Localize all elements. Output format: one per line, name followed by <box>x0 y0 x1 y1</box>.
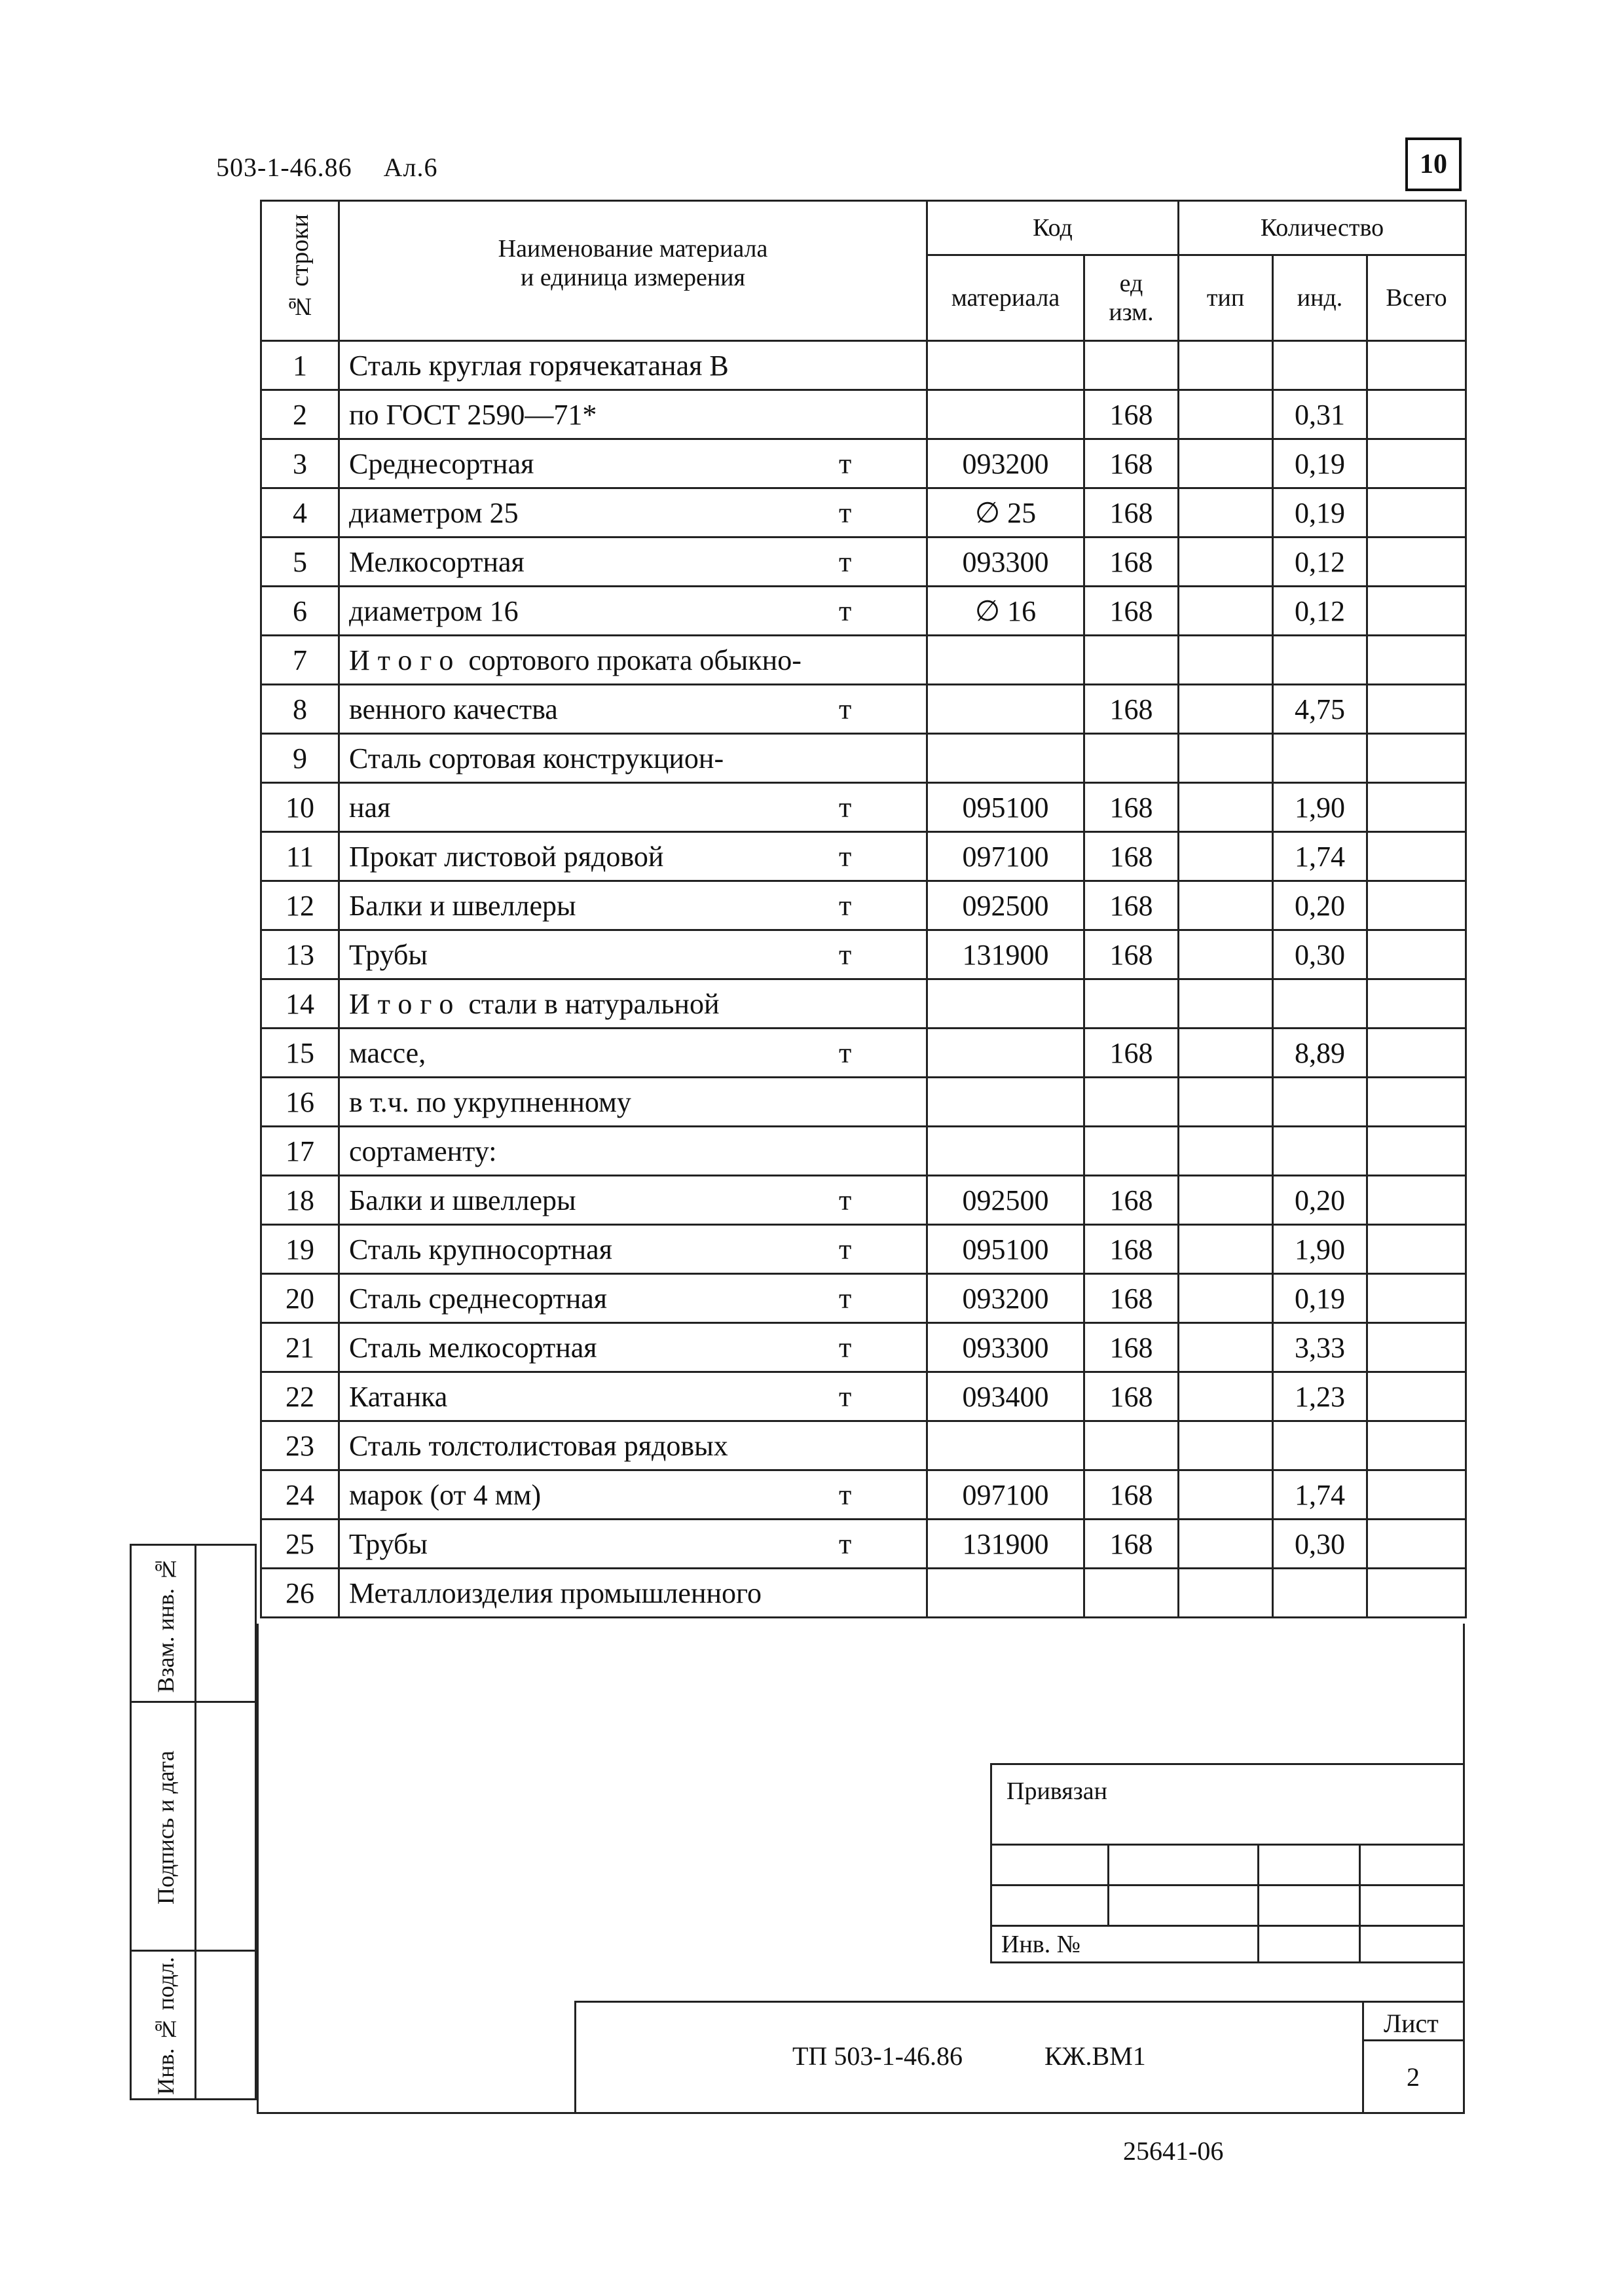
quantity-total <box>1367 1127 1466 1176</box>
row-number: 7 <box>261 636 339 685</box>
unit-code: 168 <box>1084 881 1179 930</box>
material-name-text: Сталь среднесортная <box>349 1282 608 1315</box>
quantity-type <box>1179 1520 1273 1569</box>
quantity-ind: 0,31 <box>1273 390 1367 439</box>
material-name-text: по ГОСТ 2590—71* <box>349 398 597 431</box>
quantity-total <box>1367 930 1466 979</box>
material-name-text: марок (от 4 мм) <box>349 1478 542 1511</box>
material-code: 095100 <box>927 1225 1084 1274</box>
material-name <box>339 341 927 390</box>
material-code <box>927 734 1084 783</box>
quantity-total <box>1367 734 1466 783</box>
material-code <box>927 979 1084 1029</box>
material-code: 092500 <box>927 1176 1084 1225</box>
row-number: 17 <box>261 1127 339 1176</box>
unit-code: 168 <box>1084 783 1179 832</box>
quantity-ind <box>1273 1421 1367 1470</box>
row-number: 9 <box>261 734 339 783</box>
material-code <box>927 1029 1084 1078</box>
material-code: 093200 <box>927 1274 1084 1323</box>
table-row <box>261 1176 1466 1225</box>
row-number: 14 <box>261 979 339 1029</box>
row-number: 8 <box>261 685 339 734</box>
material-code: ∅ 25 <box>927 488 1084 538</box>
table-row <box>261 1274 1466 1323</box>
quantity-ind: 8,89 <box>1273 1029 1367 1078</box>
album-label: Ал.6 <box>383 153 438 182</box>
row-number: 10 <box>261 783 339 832</box>
quantity-ind: 0,30 <box>1273 1520 1367 1569</box>
material-code <box>927 1078 1084 1127</box>
quantity-total <box>1367 488 1466 538</box>
quantity-total <box>1367 1372 1466 1421</box>
material-code <box>927 1569 1084 1618</box>
material-name-text: Металлоизделия промышленного <box>349 1576 762 1609</box>
row-number: 18 <box>261 1176 339 1225</box>
unit-code <box>1084 341 1179 390</box>
unit-code: 168 <box>1084 1274 1179 1323</box>
quantity-total <box>1367 390 1466 439</box>
material-code <box>927 1421 1084 1470</box>
measure-unit: т <box>839 594 852 627</box>
header-unit: ед изм. <box>1084 255 1179 341</box>
material-name <box>339 930 927 979</box>
material-name-text: стали в натуральной <box>461 987 720 1020</box>
material-code: 093400 <box>927 1372 1084 1421</box>
material-name <box>339 1274 927 1323</box>
quantity-ind: 3,33 <box>1273 1323 1367 1372</box>
material-code: 131900 <box>927 1520 1084 1569</box>
unit-code <box>1084 734 1179 783</box>
total-prefix: Итого <box>349 644 462 676</box>
table-row <box>261 685 1466 734</box>
side-approval-stamp <box>130 1544 257 2100</box>
material-name-text: сортового проката обыкно- <box>461 644 802 676</box>
unit-code: 168 <box>1084 1176 1179 1225</box>
material-name <box>339 1421 927 1470</box>
sheet-number: 2 <box>1407 2062 1420 2092</box>
unit-code: 168 <box>1084 587 1179 636</box>
quantity-total <box>1367 1520 1466 1569</box>
unit-code <box>1084 1421 1179 1470</box>
material-name-text: массе, <box>349 1036 426 1069</box>
quantity-type <box>1179 783 1273 832</box>
table-row <box>261 439 1466 488</box>
unit-code: 168 <box>1084 1225 1179 1274</box>
material-code <box>927 390 1084 439</box>
header-total: Всего <box>1367 255 1466 341</box>
quantity-total <box>1367 1176 1466 1225</box>
material-name-text: Сталь круглая горячекатаная В <box>349 349 729 382</box>
unit-code: 168 <box>1084 1029 1179 1078</box>
quantity-type <box>1179 1569 1273 1618</box>
unit-code <box>1084 1569 1179 1618</box>
measure-unit: т <box>839 840 852 873</box>
bound-label: Привязан <box>1006 1777 1107 1805</box>
material-name <box>339 685 927 734</box>
unit-code: 168 <box>1084 1520 1179 1569</box>
material-name <box>339 1176 927 1225</box>
table-row <box>261 1029 1466 1078</box>
material-name <box>339 1029 927 1078</box>
quantity-total <box>1367 1274 1466 1323</box>
material-code: 097100 <box>927 832 1084 881</box>
signature-date-label: Подпись и дата <box>153 1750 179 1904</box>
unit-code <box>1084 979 1179 1029</box>
quantity-total <box>1367 636 1466 685</box>
table-row <box>261 1520 1466 1569</box>
row-number: 2 <box>261 390 339 439</box>
material-name-text: Сталь крупносортная <box>349 1233 612 1266</box>
material-name <box>339 390 927 439</box>
unit-code <box>1084 1078 1179 1127</box>
quantity-type <box>1179 1225 1273 1274</box>
quantity-ind <box>1273 636 1367 685</box>
quantity-ind: 0,12 <box>1273 538 1367 587</box>
material-name <box>339 783 927 832</box>
material-name-text: Балки и швеллеры <box>349 1184 576 1216</box>
table-row <box>261 930 1466 979</box>
material-name-text: Трубы <box>349 1527 428 1560</box>
unit-code: 168 <box>1084 930 1179 979</box>
quantity-total <box>1367 1470 1466 1520</box>
unit-code: 168 <box>1084 439 1179 488</box>
header-ind: инд. <box>1273 255 1367 341</box>
quantity-type <box>1179 390 1273 439</box>
drawing-code: КЖ.ВМ1 <box>1044 2041 1146 2071</box>
quantity-type <box>1179 341 1273 390</box>
material-code: 093300 <box>927 1323 1084 1372</box>
measure-unit: т <box>839 693 852 725</box>
sheet-label: Лист <box>1384 2009 1439 2038</box>
table-row <box>261 881 1466 930</box>
unit-code: 168 <box>1084 538 1179 587</box>
table-row <box>261 1323 1466 1372</box>
row-number: 16 <box>261 1078 339 1127</box>
material-name-text: сортаменту: <box>349 1135 497 1167</box>
row-number: 1 <box>261 341 339 390</box>
row-number: 3 <box>261 439 339 488</box>
measure-unit: т <box>839 1233 852 1266</box>
quantity-ind: 1,74 <box>1273 832 1367 881</box>
material-name-text: Сталь толстолистовая рядовых <box>349 1429 728 1462</box>
quantity-type <box>1179 488 1273 538</box>
table-row <box>261 538 1466 587</box>
quantity-type <box>1179 1323 1273 1372</box>
table-row <box>261 1372 1466 1421</box>
quantity-type <box>1179 1029 1273 1078</box>
quantity-total <box>1367 341 1466 390</box>
material-code <box>927 1127 1084 1176</box>
row-number: 20 <box>261 1274 339 1323</box>
material-name-text: Прокат листовой рядовой <box>349 840 664 873</box>
table-row <box>261 341 1466 390</box>
material-code: 095100 <box>927 783 1084 832</box>
material-name <box>339 1470 927 1520</box>
table-row <box>261 390 1466 439</box>
table-row <box>261 488 1466 538</box>
measure-unit: т <box>839 1331 852 1364</box>
material-name-text: Мелкосортная <box>349 545 525 578</box>
archive-number: 25641-06 <box>1123 2136 1224 2166</box>
table-row <box>261 979 1466 1029</box>
row-number: 6 <box>261 587 339 636</box>
quantity-type <box>1179 685 1273 734</box>
document-header <box>216 152 438 183</box>
material-name <box>339 439 927 488</box>
material-name <box>339 538 927 587</box>
material-name-text: Сталь сортовая конструкцион- <box>349 742 724 774</box>
header-material: материала <box>927 255 1084 341</box>
quantity-type <box>1179 1176 1273 1225</box>
row-number: 11 <box>261 832 339 881</box>
row-number: 12 <box>261 881 339 930</box>
material-name <box>339 979 927 1029</box>
row-number: 24 <box>261 1470 339 1520</box>
table-row <box>261 783 1466 832</box>
material-code: 093200 <box>927 439 1084 488</box>
quantity-total <box>1367 1421 1466 1470</box>
header-name: Наименование материала и единица измерения <box>339 201 927 341</box>
unit-code: 168 <box>1084 685 1179 734</box>
material-name-text: в т.ч. по укрупненному <box>349 1085 631 1118</box>
doc-code: 503-1-46.86 <box>216 153 352 182</box>
header-row-number: № строки <box>261 201 339 341</box>
measure-unit: т <box>839 496 852 529</box>
header-code-group: Код <box>927 201 1179 255</box>
material-name <box>339 881 927 930</box>
material-name <box>339 1078 927 1127</box>
quantity-ind: 0,20 <box>1273 1176 1367 1225</box>
row-number: 25 <box>261 1520 339 1569</box>
materials-table <box>260 200 1467 1618</box>
quantity-ind: 0,12 <box>1273 587 1367 636</box>
material-name-text: Среднесортная <box>349 447 534 480</box>
quantity-ind <box>1273 979 1367 1029</box>
quantity-ind: 0,30 <box>1273 930 1367 979</box>
measure-unit: т <box>839 938 852 971</box>
measure-unit: т <box>839 1478 852 1511</box>
material-name-text: диаметром 16 <box>349 594 519 627</box>
row-number: 4 <box>261 488 339 538</box>
material-name-text: Сталь мелкосортная <box>349 1331 597 1364</box>
table-row <box>261 1470 1466 1520</box>
unit-code: 168 <box>1084 1372 1179 1421</box>
measure-unit: т <box>839 1184 852 1216</box>
quantity-type <box>1179 930 1273 979</box>
quantity-type <box>1179 979 1273 1029</box>
material-name <box>339 1323 927 1372</box>
measure-unit: т <box>839 1527 852 1560</box>
row-number: 22 <box>261 1372 339 1421</box>
table-row <box>261 1569 1466 1618</box>
material-name-text: венного качества <box>349 693 558 725</box>
quantity-type <box>1179 1274 1273 1323</box>
material-name <box>339 1127 927 1176</box>
material-name <box>339 1569 927 1618</box>
quantity-total <box>1367 832 1466 881</box>
unit-code <box>1084 1127 1179 1176</box>
unit-code: 168 <box>1084 1470 1179 1520</box>
quantity-ind <box>1273 734 1367 783</box>
material-code: 097100 <box>927 1470 1084 1520</box>
unit-code: 168 <box>1084 1323 1179 1372</box>
quantity-ind <box>1273 1569 1367 1618</box>
material-name-text: диаметром 25 <box>349 496 519 529</box>
material-name-text: Катанка <box>349 1380 448 1413</box>
unit-code: 168 <box>1084 390 1179 439</box>
replaced-inventory-label: Взам. инв. № <box>153 1556 179 1693</box>
quantity-ind <box>1273 341 1367 390</box>
quantity-ind <box>1273 1078 1367 1127</box>
table-row <box>261 734 1466 783</box>
quantity-ind: 1,23 <box>1273 1372 1367 1421</box>
material-name-text: ная <box>349 791 391 824</box>
measure-unit: т <box>839 447 852 480</box>
material-name <box>339 636 927 685</box>
quantity-ind: 1,74 <box>1273 1470 1367 1520</box>
table-row <box>261 587 1466 636</box>
material-name <box>339 832 927 881</box>
material-name <box>339 587 927 636</box>
row-number: 26 <box>261 1569 339 1618</box>
row-number: 23 <box>261 1421 339 1470</box>
quantity-type <box>1179 1470 1273 1520</box>
unit-code: 168 <box>1084 832 1179 881</box>
quantity-type <box>1179 832 1273 881</box>
quantity-type <box>1179 881 1273 930</box>
material-code: 131900 <box>927 930 1084 979</box>
material-name-text: Балки и швеллеры <box>349 889 576 922</box>
row-number: 13 <box>261 930 339 979</box>
row-number: 5 <box>261 538 339 587</box>
quantity-total <box>1367 1029 1466 1078</box>
material-name <box>339 488 927 538</box>
quantity-total <box>1367 881 1466 930</box>
measure-unit: т <box>839 791 852 824</box>
quantity-total <box>1367 1323 1466 1372</box>
quantity-ind: 0,20 <box>1273 881 1367 930</box>
quantity-ind: 0,19 <box>1273 439 1367 488</box>
quantity-total <box>1367 439 1466 488</box>
table-row <box>261 1421 1466 1470</box>
quantity-total <box>1367 1078 1466 1127</box>
quantity-type <box>1179 734 1273 783</box>
row-number: 19 <box>261 1225 339 1274</box>
material-name <box>339 1372 927 1421</box>
quantity-ind: 0,19 <box>1273 1274 1367 1323</box>
document-designation: ТП 503-1-46.86 <box>792 2041 963 2071</box>
measure-unit: т <box>839 889 852 922</box>
material-name <box>339 1520 927 1569</box>
binding-block <box>990 1763 1465 1963</box>
main-title-stamp <box>574 2001 1465 2113</box>
quantity-total <box>1367 685 1466 734</box>
quantity-ind: 1,90 <box>1273 1225 1367 1274</box>
quantity-type <box>1179 587 1273 636</box>
measure-unit: т <box>839 1036 852 1069</box>
material-code <box>927 685 1084 734</box>
row-number: 15 <box>261 1029 339 1078</box>
quantity-ind: 1,90 <box>1273 783 1367 832</box>
table-row <box>261 636 1466 685</box>
row-number: 21 <box>261 1323 339 1372</box>
table-row <box>261 1078 1466 1127</box>
quantity-type <box>1179 1372 1273 1421</box>
quantity-type <box>1179 538 1273 587</box>
measure-unit: т <box>839 545 852 578</box>
original-inventory-label: Инв. № подл. <box>153 1957 179 2095</box>
quantity-ind: 0,19 <box>1273 488 1367 538</box>
table-row <box>261 832 1466 881</box>
quantity-total <box>1367 979 1466 1029</box>
page-number: 10 <box>1405 137 1462 191</box>
material-name <box>339 734 927 783</box>
quantity-type <box>1179 636 1273 685</box>
total-prefix: Итого <box>349 987 462 1020</box>
unit-code: 168 <box>1084 488 1179 538</box>
material-code <box>927 636 1084 685</box>
unit-code <box>1084 636 1179 685</box>
quantity-type <box>1179 1421 1273 1470</box>
quantity-total <box>1367 1569 1466 1618</box>
material-code: ∅ 16 <box>927 587 1084 636</box>
material-code: 093300 <box>927 538 1084 587</box>
quantity-type <box>1179 1078 1273 1127</box>
quantity-total <box>1367 587 1466 636</box>
material-code: 092500 <box>927 881 1084 930</box>
quantity-total <box>1367 783 1466 832</box>
quantity-total <box>1367 1225 1466 1274</box>
material-name-text: Трубы <box>349 938 428 971</box>
material-name <box>339 1225 927 1274</box>
material-code <box>927 341 1084 390</box>
inventory-number-label: Инв. № <box>1001 1931 1080 1958</box>
frame-left <box>257 1624 259 2113</box>
table-row <box>261 1127 1466 1176</box>
quantity-ind <box>1273 1127 1367 1176</box>
header-quantity-group: Количество <box>1179 201 1466 255</box>
measure-unit: т <box>839 1282 852 1315</box>
quantity-ind: 4,75 <box>1273 685 1367 734</box>
quantity-total <box>1367 538 1466 587</box>
measure-unit: т <box>839 1380 852 1413</box>
table-row <box>261 1225 1466 1274</box>
header-type: тип <box>1179 255 1273 341</box>
quantity-type <box>1179 439 1273 488</box>
quantity-type <box>1179 1127 1273 1176</box>
